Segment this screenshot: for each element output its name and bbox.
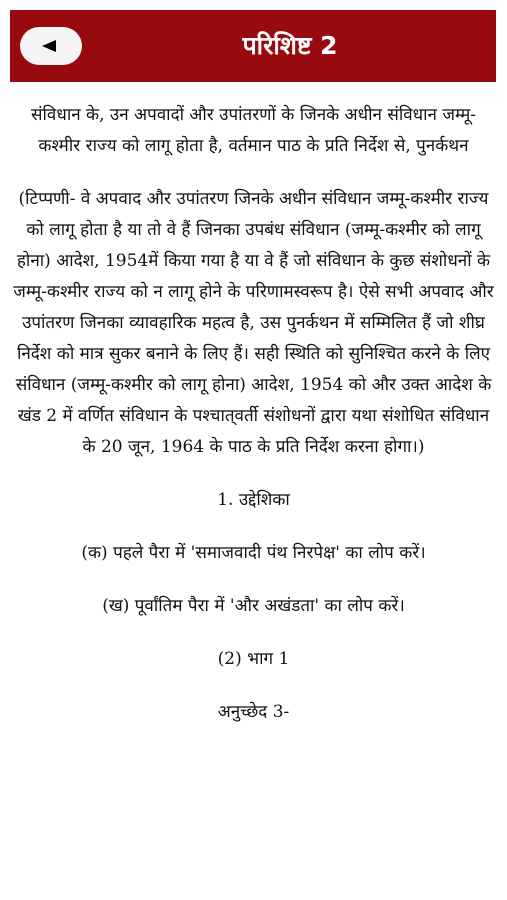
item-kha: (ख) पूर्वांतिम पैरा में 'और अखंडता' का लोप करें। [102,596,405,616]
article-3-heading: अनुच्छेद 3- [217,702,290,722]
back-button[interactable] [20,27,82,65]
note-paragraph: (टिप्पणी- वे अपवाद और उपांतरण जिनके अधीन संविधान जम्मू-कश्मीर राज्य को लागू होता है या तो वे हैं जिनका उपबंध संविधान (जम्मू-कश्मीर को लागू होना) आदेश, 1954में किया गया है या वे हैं जो संविधान के कुछ संशोधनों के जम्मू-कश्मीर राज्य को न लागू होने के परिणामस्वरूप है। ऐसे सभी अपवाद और उपांतरण जिनका व्यावहारिक महत्व है, उस पुनर्कथन में सम्मिलित हैं जो शीघ्र निर्देश को मात्र सुकर बनाने के लिए हैं। सही स्थिति को सुनिश्चित करने के लिए संविधान (जम्मू-कश्मीर को लागू होना) आदेश, 1954 को और उक्त आदेश के खंड 2 में वर्णित संविधान के पश्चात्‌वर्ती संशोधनों द्वारा यथा संशोधित संविधान के 20 जून, 1964 के पाठ के प्रति निर्देश करना होगा।) [13,189,494,457]
section-preamble-title: 1. उद्देशिका [217,490,290,510]
page-title: परिशिष्ट 2 [242,31,338,60]
back-arrow-icon [42,40,56,52]
section-part-1-title: (2) भाग 1 [217,649,290,669]
intro-heading: संविधान के, उन अपवादों और उपांतरणों के जिनके अधीन संविधान जम्मू-कश्मीर राज्य को लागू होता है, वर्तमान पाठ के प्रति निर्देश से, पुनर्कथन [31,105,476,156]
app-header [10,10,496,82]
article-content [12,100,495,750]
item-ka: (क) पहले पैरा में 'समाजवादी पंथ निरपेक्ष' का लोप करें। [81,543,426,563]
